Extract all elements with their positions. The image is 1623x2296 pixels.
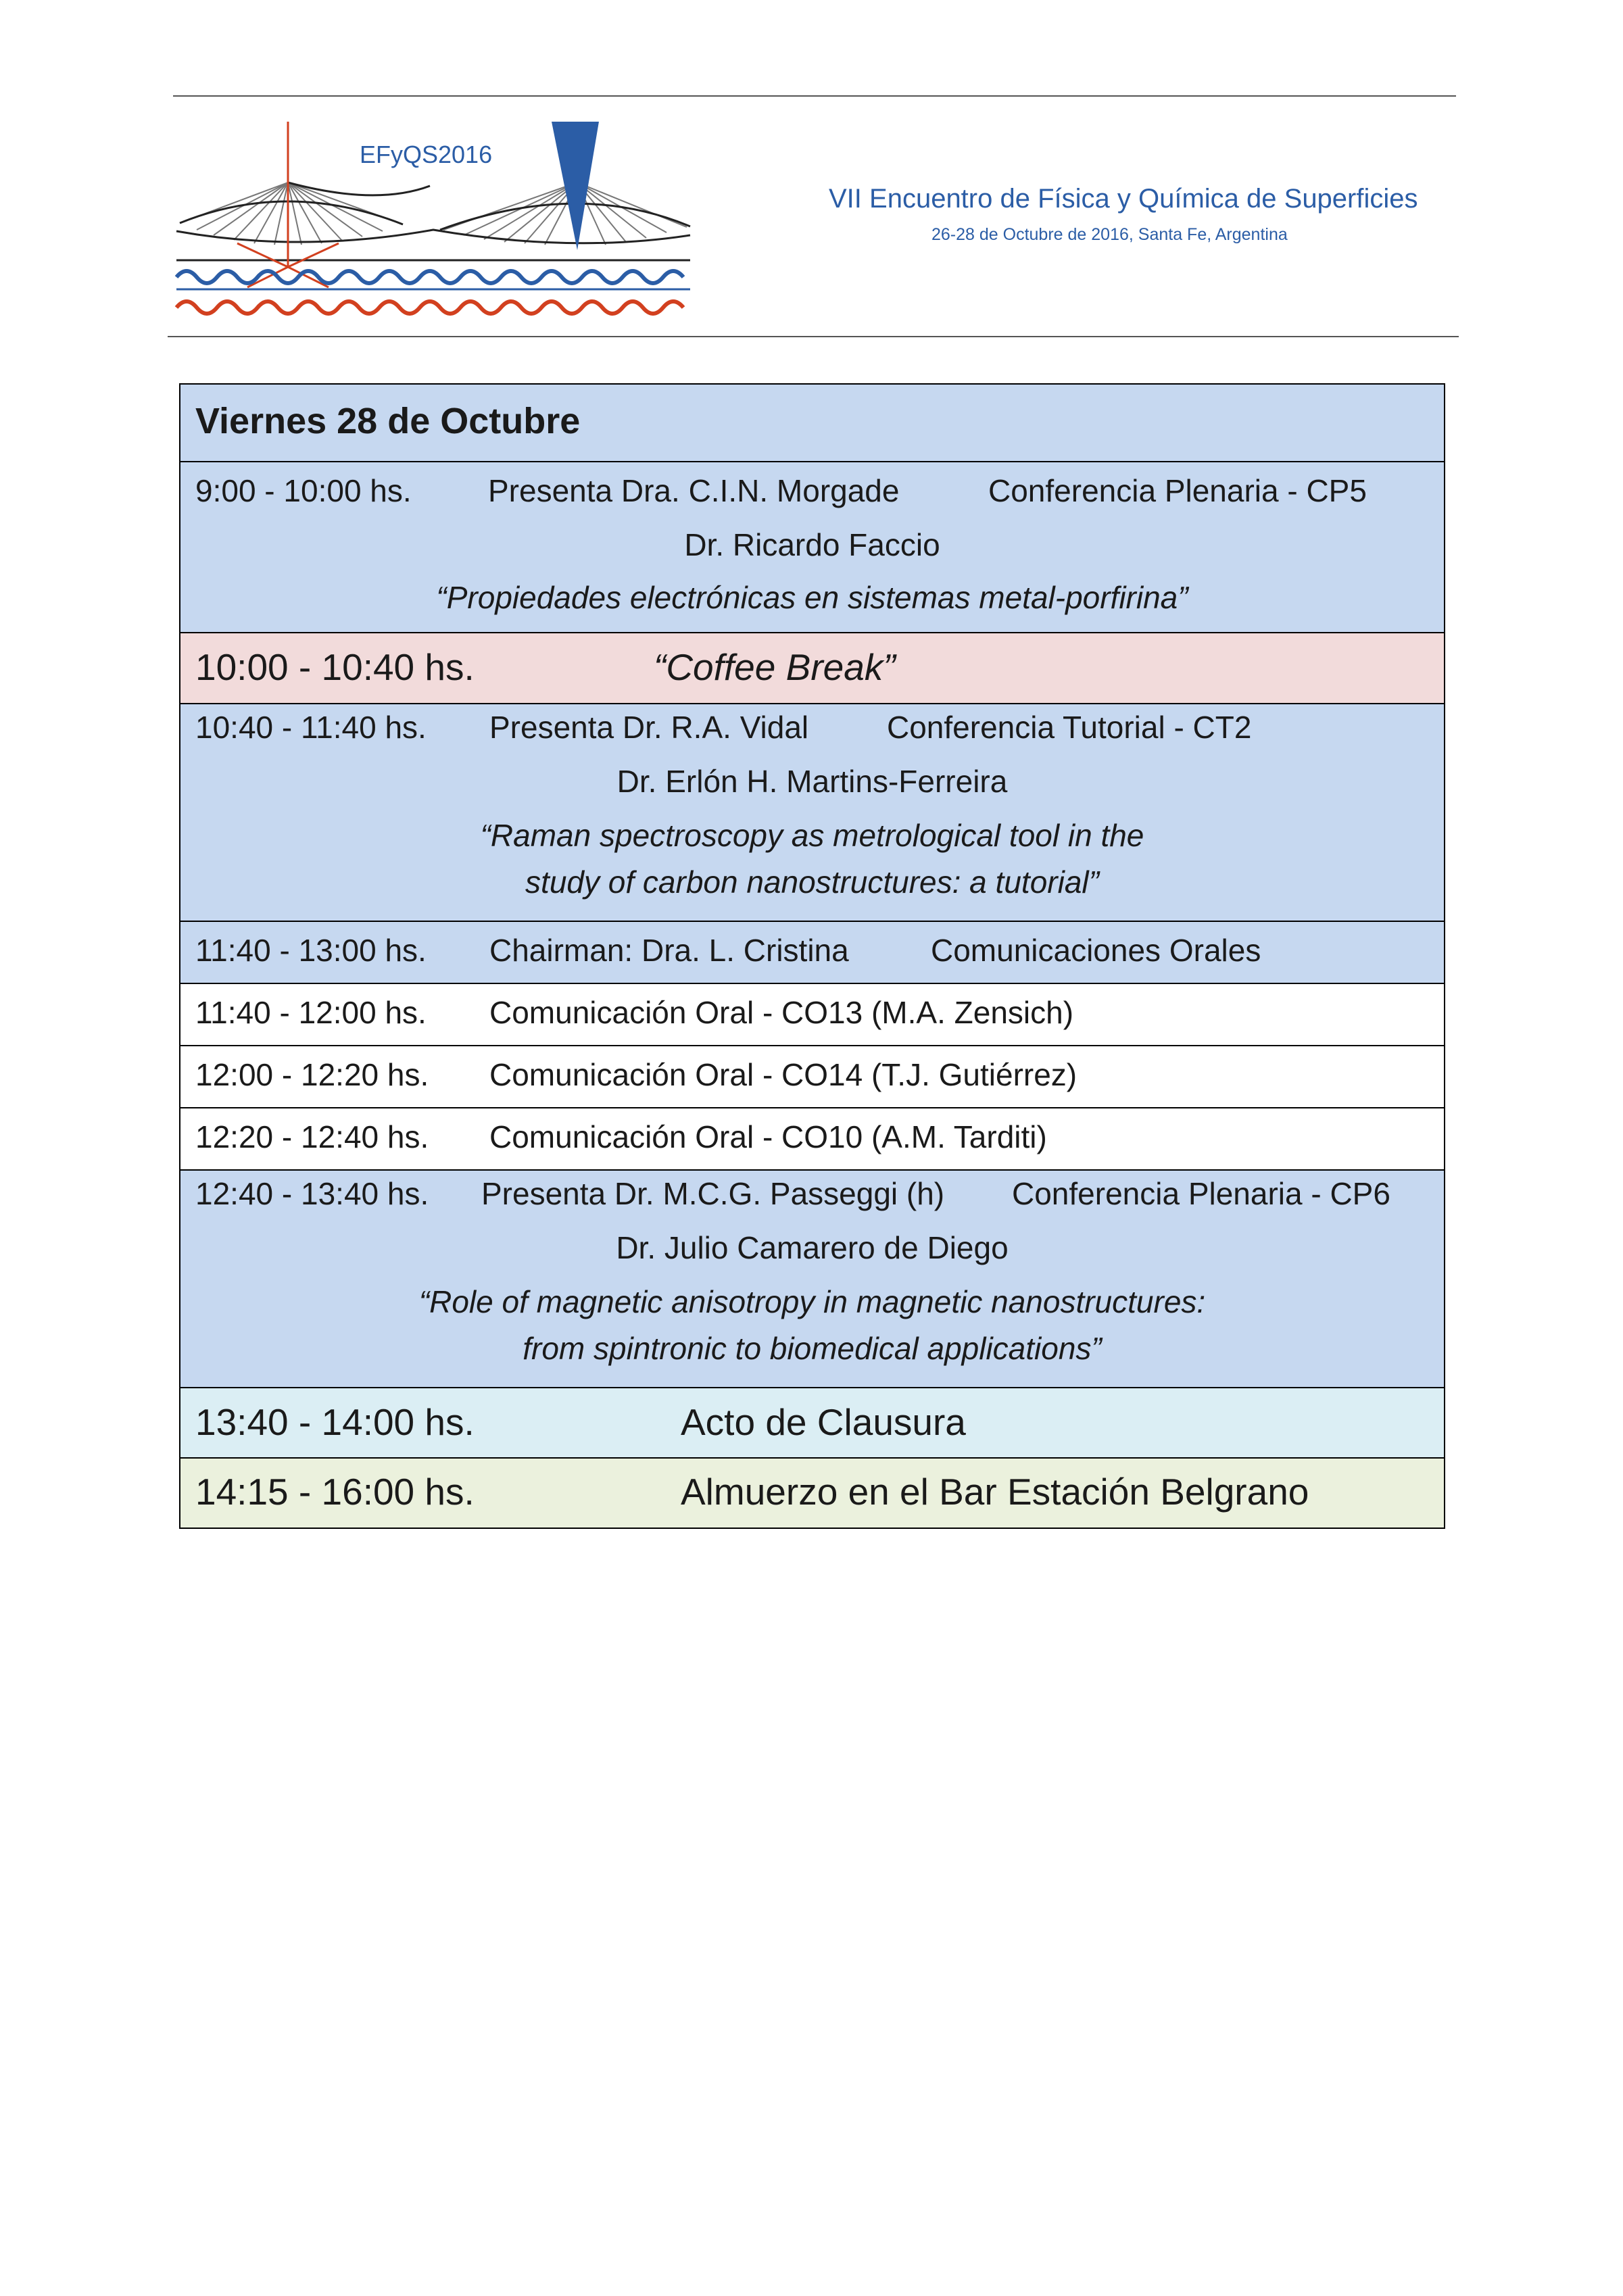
session-ct2: [180, 704, 1444, 922]
session-time: 13:40 - 14:00 hs.: [195, 1401, 475, 1443]
conference-title: VII Encuentro de Física y Química de Superficies: [829, 184, 1418, 214]
talk-time: 12:00 - 12:20 hs.: [195, 1057, 429, 1092]
session-title-line1: “Role of magnetic anisotropy in magnetic nanostructures:: [418, 1284, 1206, 1319]
session-type: Conferencia Plenaria - CP6: [1012, 1176, 1390, 1211]
session-title: “Propiedades electrónicas en sistemas metal-porfirina”: [436, 580, 1188, 615]
session-title-line1: “Raman spectroscopy as metrological tool in the: [480, 818, 1144, 853]
coffee-break-row: [180, 633, 1444, 704]
closing-label: Acto de Clausura: [681, 1401, 966, 1443]
lunch-label: Almuerzo en el Bar Estación Belgrano: [681, 1471, 1309, 1513]
session-time: 10:00 - 10:40 hs.: [195, 646, 475, 688]
session-time: 10:40 - 11:40 hs.: [195, 710, 427, 745]
closing-row: [180, 1388, 1444, 1459]
schedule-table: [179, 383, 1445, 1529]
talk-time: 11:40 - 12:00 hs.: [195, 995, 427, 1030]
session-chair: Chairman: Dra. L. Cristina: [489, 933, 849, 968]
talk-row: [180, 1108, 1444, 1171]
header-bottom-rule: [168, 336, 1459, 337]
lunch-row: [180, 1459, 1444, 1528]
top-rule: [173, 95, 1456, 97]
talk-text: Comunicación Oral - CO13 (M.A. Zensich): [489, 995, 1074, 1030]
session-title-line2: study of carbon nanostructures: a tutorial”: [525, 864, 1099, 900]
talk-row: [180, 984, 1444, 1046]
conference-subtitle: 26-28 de Octubre de 2016, Santa Fe, Argentina: [931, 225, 1288, 244]
session-presenter: Presenta Dr. R.A. Vidal: [489, 710, 809, 745]
session-type: Comunicaciones Orales: [931, 933, 1261, 968]
session-time: 9:00 - 10:00 hs.: [195, 473, 412, 508]
session-cp6: [180, 1171, 1444, 1388]
session-presenter: Presenta Dra. C.I.N. Morgade: [488, 473, 900, 508]
session-cp5: [180, 462, 1444, 633]
day-header-row: [180, 385, 1444, 462]
session-type: Conferencia Tutorial - CT2: [887, 710, 1252, 745]
talk-text: Comunicación Oral - CO10 (A.M. Tarditi): [489, 1119, 1047, 1154]
day-title: Viernes 28 de Octubre: [195, 401, 581, 441]
coffee-break-label: “Coffee Break”: [654, 646, 896, 688]
session-time: 12:40 - 13:40 hs.: [195, 1176, 429, 1211]
session-type: Conferencia Plenaria - CP5: [988, 473, 1367, 508]
session-speaker: Dr. Julio Camarero de Diego: [616, 1230, 1009, 1265]
session-speaker: Dr. Ricardo Faccio: [684, 527, 940, 562]
session-orales: [180, 922, 1444, 984]
session-presenter: Presenta Dr. M.C.G. Passeggi (h): [481, 1176, 945, 1211]
logo-text: EFyQS2016: [360, 141, 493, 168]
session-title-line2: from spintronic to biomedical applications”: [523, 1331, 1102, 1366]
session-time: 11:40 - 13:00 hs.: [195, 933, 427, 968]
talk-text: Comunicación Oral - CO14 (T.J. Gutiérrez): [489, 1057, 1077, 1092]
talk-time: 12:20 - 12:40 hs.: [195, 1119, 429, 1154]
session-time: 14:15 - 16:00 hs.: [195, 1471, 475, 1513]
session-speaker: Dr. Erlón H. Martins-Ferreira: [616, 764, 1008, 799]
talk-row: [180, 1046, 1444, 1108]
